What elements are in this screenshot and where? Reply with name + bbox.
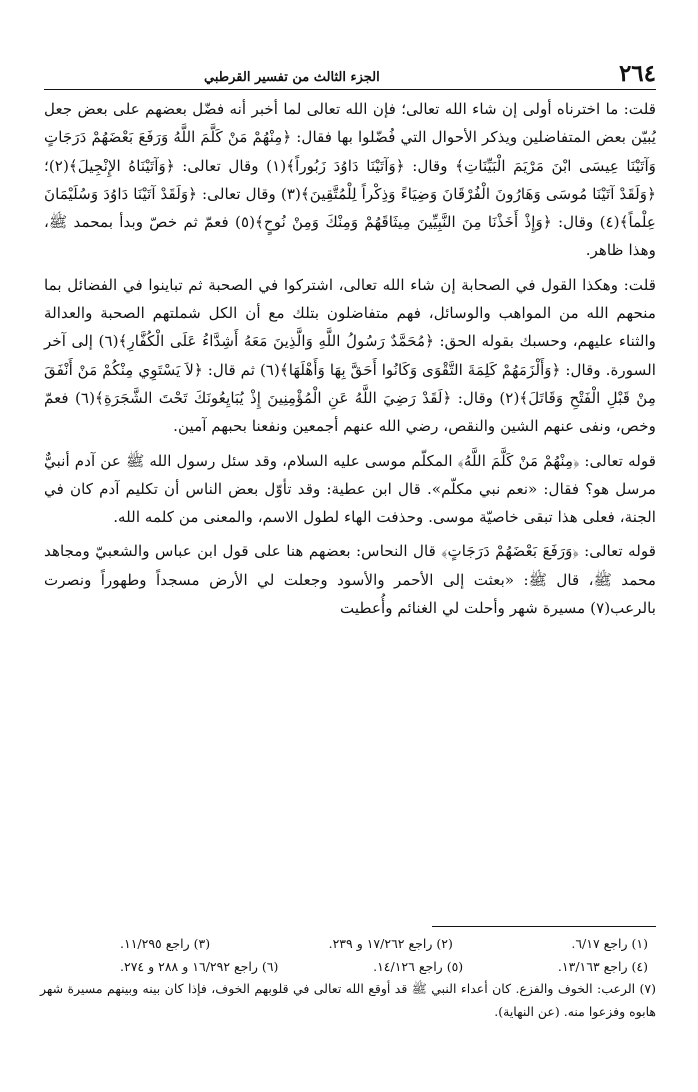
running-title: الجزء الثالث من تفسير القرطبي bbox=[204, 70, 380, 85]
footnote: (٢) راجع ١٧/٢٦٢ و ٢٣٩. bbox=[328, 936, 453, 951]
paragraph: قلت: ما اخترناه أولى إن شاء الله تعالى؛ فإن الله تعالى لما أخبر أنه فضّل بعضهم على بعض جعل يُبيّن بعض المتفاضلين ويذكر الأحوال التي فُضّلوا بها فقال: ﴿مِنْهُمْ مَنْ كَلَّمَ اللَّهُ وَرَفَعَ بَعْضَهُمْ دَرَجَاتٍ وَآتَيْنَا عِيسَى ابْنَ مَرْيَمَ الْبَيِّنَاتِ﴾ وقال: ﴿وَآتَيْنَا دَاوُدَ زَبُوراً﴾(١) وقال تعالى: ﴿وَآتَيْنَاهُ الإِنْجِيلَ﴾(٢)؛ ﴿وَلَقَدْ آتَيْنَا مُوسَى وَهَارُونَ الْفُرْقَانَ وَضِيَاءً وَذِكْراً لِلْمُتَّقِينَ﴾(٣) وقال تعالى: ﴿وَلَقَدْ آتَيْنَا دَاوُدَ وَسُلَيْمَانَ عِلْماً﴾(٤) وقال: ﴿وَإِذْ أَخَذْنَا مِنَ النَّبِيِّينَ مِيثَاقَهُمْ وَمِنْكَ وَمِنْ نُوحٍ﴾(٥) فعمّ ثم خصّ وبدأ بمحمد ﷺ، وهذا ظاهر. bbox=[44, 100, 656, 260]
footnote: (٦) راجع ١٦/٢٩٢ و ٢٨٨ و ٢٧٤. bbox=[120, 958, 279, 974]
paragraph: قوله تعالى: ﴿مِنْهُمْ مَنْ كَلَّمَ اللَّهُ﴾ المكلّم موسى عليه السلام، وقد سئل رسول الله ﷺ عن آدم أنبيٌّ مرسل هو؟ فقال: «نعم نبي مكلّم». قال ابن عطية: وقد تأوّل بعض الناس أن تكليم آدم كان في الجنة، فعلى هذا تبقى خاصيّة موسى. وحذفت الهاء لطول الاسم، والمعنى من كلمه الله. bbox=[44, 451, 656, 527]
footnotes bbox=[40, 933, 656, 1023]
footnote: (٥) راجع ١٤/١٢٦. bbox=[373, 958, 464, 974]
footnote: (٧) الرعب: الخوف والفزع. كان أعداء النبي ﷺ قد أوقع الله تعالى في قلوبهم الخوف، فإذا كان بينه وبينهم مسيرة شهر هابوه وفزعوا منه. (عن النهاية). bbox=[40, 981, 656, 1019]
page-header bbox=[44, 62, 656, 90]
footnote: (١) راجع ٦/١٧. bbox=[571, 936, 648, 951]
footnote: (٣) راجع ١١/٢٩٥. bbox=[120, 936, 211, 951]
footnote-divider bbox=[432, 926, 656, 927]
paragraph: قلت: وهكذا القول في الصحابة إن شاء الله تعالى، اشتركوا في الصحبة ثم تباينوا في الفضائل بما منحهم الله من المواهب والوسائل، فهم متفاضلون بتلك مع أن الكل شملتهم الصحبة والعدالة والثناء عليهم، وحسبك بقوله الحق: ﴿مُحَمَّدٌ رَسُولُ اللَّهِ وَالَّذِينَ مَعَهُ أَشِدَّاءُ عَلَى الْكُفَّارِ﴾(٦) إلى آخر السورة. وقال: ﴿وَأَلْزَمَهُمْ كَلِمَةَ التَّقْوَى وَكَانُوا أَحَقَّ بِهَا وَأَهْلَهَا﴾(٦) ثم قال: ﴿لاَ يَسْتَوِي مِنْكُمْ مَنْ أَنْفَقَ مِنْ قَبْلِ الْفَتْحِ وَقَاتَلَ﴾(٢) وقال: ﴿لَقَدْ رَضِيَ اللَّهُ عَنِ الْمُؤْمِنِينَ إِذْ يُبَايِعُونَكَ تَحْتَ الشَّجَرَةِ﴾(٦) فعمّ وخص، ونفى عنهم الشين والنقص، رضي الله عنهم أجمعين ونفعنا بحبهم آمين. bbox=[44, 275, 657, 436]
paragraph: قوله تعالى: ﴿وَرَفَعَ بَعْضَهُمْ دَرَجَاتٍ﴾ قال النحاس: بعضهم هنا على قول ابن عباس والشعبيّ ومجاهد محمد ﷺ، قال ﷺ: «بعثت إلى الأحمر والأسود وجعلت لي الأرض مسجداً وطهوراً ونصرت بالرعب(٧) مسيرة شهر وأحلت لي الغنائم وأُعطيت bbox=[44, 542, 656, 618]
footnote-row bbox=[40, 956, 656, 979]
page-number: ٢٦٤ bbox=[618, 60, 656, 87]
footnote: (٤) راجع ١٣/١٦٣. bbox=[557, 958, 648, 974]
main-text bbox=[44, 95, 656, 622]
footnote-row bbox=[40, 933, 656, 956]
